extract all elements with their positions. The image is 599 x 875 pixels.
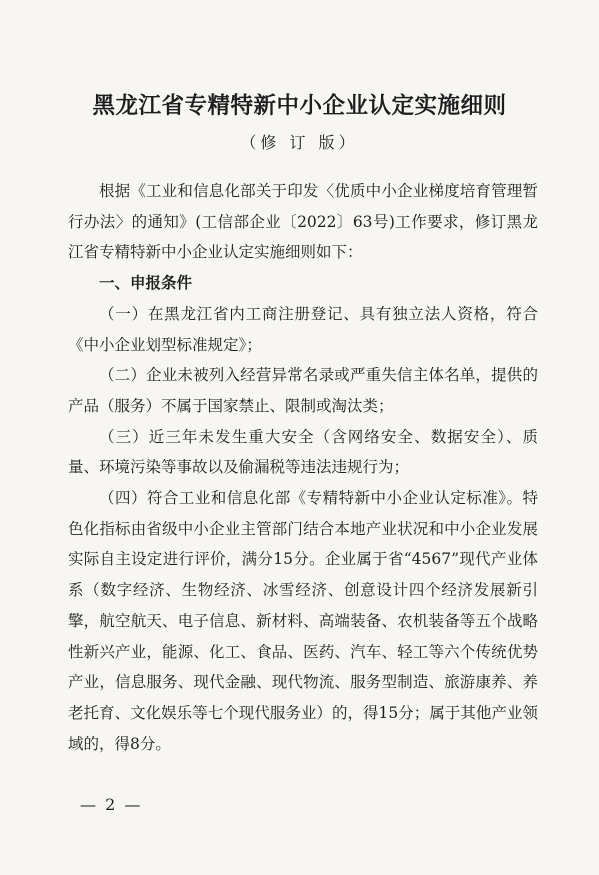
section-heading-application-conditions: 一、申报条件 (99, 273, 193, 293)
document-title: 黑龙江省专精特新中小企业认定实施细则 (92, 93, 507, 119)
document-body (68, 176, 538, 759)
condition-paragraph-1: （一）在黑龙江省内工商注册登记、具有独立法人资格，符合《中小企业划型标准规定》； (68, 304, 538, 354)
document-subtitle: （修 订 版） (240, 133, 359, 152)
condition-paragraph-2: （二）企业未被列入经营异常名录或严重失信主体名单，提供的产品（服务）不属于国家禁止、限制或淘汰类； (68, 366, 538, 415)
intro-paragraph: 根据《工业和信息化部关于印发〈优质中小企业梯度培育管理暂行办法〉的通知》(工信部企业〔2022〕63号)工作要求，修订黑龙江省专精特新中小企业认定实施细则如下： (68, 182, 538, 262)
condition-paragraph-4: （四）符合工业和信息化部《专精特新中小企业认定标准》。特色化指标由省级中小企业主管部门结合本地产业状况和中小企业发展实际自主设定进行评价，满分15分。企业属于省“4567”现代产业体系（数字经济、生物经济、冰雪经济、创意设计四个经济发展新引擎，航空航天、电子信息、新材料、高端装备、农机装备等五个战略性新兴产业，能源、化工、食品、医药、汽车、轻工等六个传统优势产业，信息服务、现代金融、现代物流、服务型制造、旅游康养、养老托育、文化娱乐等七个现代服务业）的，得15分；属于其他产业领域的，得8分。 (68, 489, 538, 753)
condition-paragraph-3: （三）近三年未发生重大安全（含网络安全、数据安全）、质量、环境污染等事故以及偷漏税等违法违规行为； (68, 427, 538, 477)
page-number: — 2 — (80, 795, 143, 814)
